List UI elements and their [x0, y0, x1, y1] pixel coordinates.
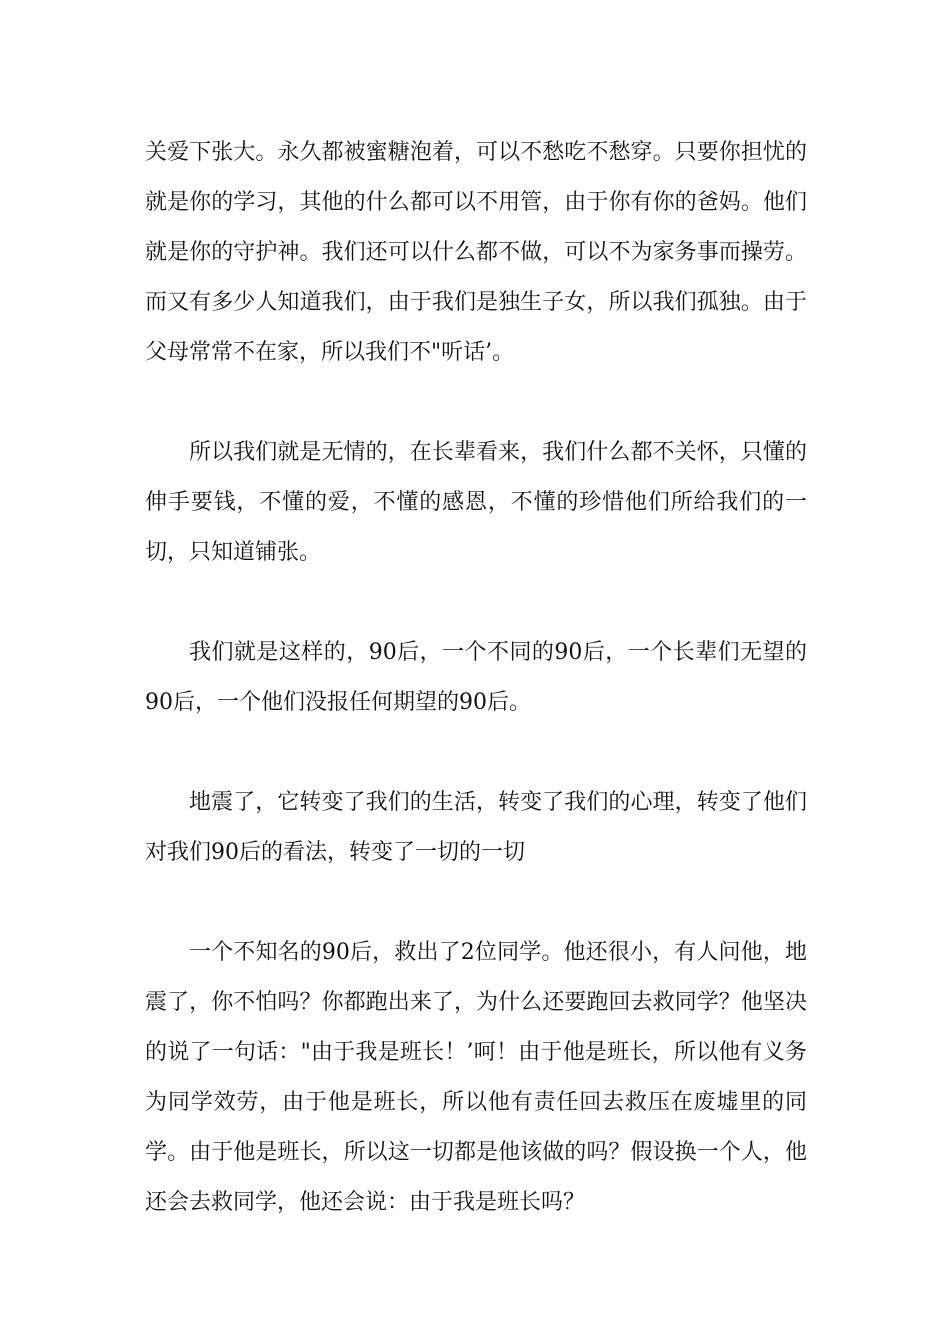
paragraph-2: 所以我们就是无情的，在长辈看来，我们什么都不关怀，只懂的伸手要钱，不懂的爱，不懂的感恩，不懂的珍惜他们所给我们的一切，只知道铺张。: [145, 440, 807, 565]
paragraph-1: 关爱下张大。永久都被蜜糖泡着，可以不愁吃不愁穿。只要你担忧的就是你的学习，其他的什么都可以不用管，由于你有你的爸妈。他们就是你的守护神。我们还可以什么都不做，可以不为家务事而操劳。而又有多少人知道我们，由于我们是独生子女，所以我们孤独。由于父母常常不在家，所以我们不"听话’。: [145, 140, 807, 365]
document-body: [145, 128, 807, 1228]
paragraph-4: 地震了，它转变了我们的生活，转变了我们的心理，转变了他们对我们90后的看法，转变了一切的一切: [145, 790, 807, 865]
paragraph-3: 我们就是这样的，90后，一个不同的90后，一个长辈们无望的90后，一个他们没报任何期望的90后。: [145, 640, 807, 715]
paragraph-5: 一个不知名的90后，救出了2位同学。他还很小，有人问他，地震了，你不怕吗？你都跑出来了，为什么还要跑回去救同学？他坚决的说了一句话："由于我是班长！’呵！由于他是班长，所以他有义务为同学效劳，由于他是班长，所以他有责任回去救压在废墟里的同学。由于他是班长，所以这一切都是他该做的吗？假设换一个人，他还会去救同学，他还会说：由于我是班长吗？: [145, 940, 807, 1215]
